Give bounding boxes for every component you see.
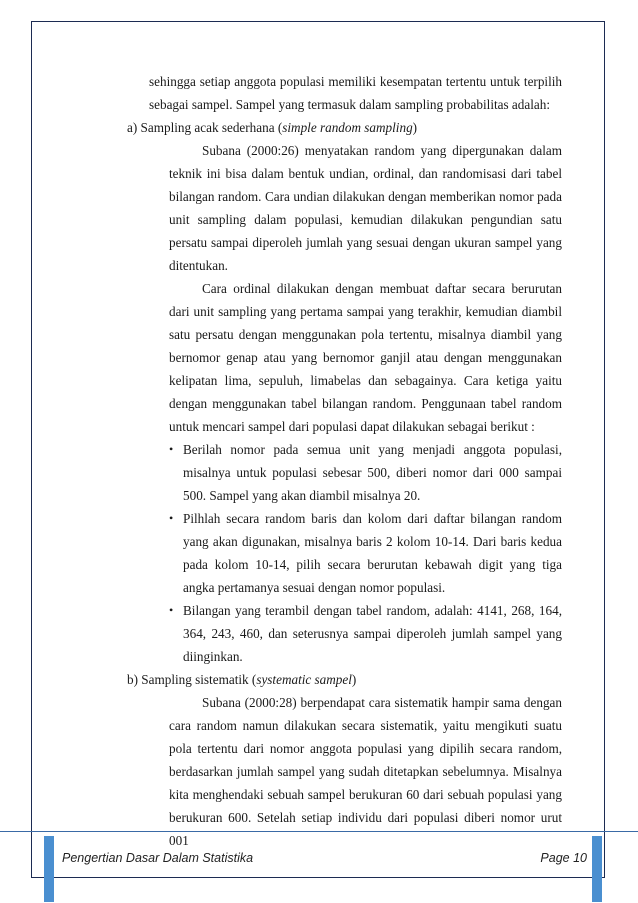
footer-divider (0, 831, 638, 832)
item-a-prefix: a) Sampling acak sederhana ( (127, 120, 283, 135)
footer-accent-bar-right (592, 836, 602, 902)
item-b-suffix: ) (351, 672, 357, 687)
item-b-term: systematic sampel (256, 672, 352, 687)
bullet-icon: • (169, 442, 174, 456)
item-b-prefix: b) Sampling sistematik ( (127, 672, 257, 687)
list-item-text: Berilah nomor pada semua unit yang menjadi anggota populasi, misalnya untuk populasi sebesar 500, diberi nomor dari 000 sampai 500. Sampel yang akan diambil misalnya 20. (183, 442, 562, 503)
item-b-heading (127, 668, 562, 691)
list-item-text: Pilhlah secara random baris dan kolom dari daftar bilangan random yang akan digunakan, misalnya baris 2 kolom 10-14. Dari baris kedua pada kolom 10-14, pilih secara berurutan kebawah digit yang tiga angka pertamanya sesuai dengan nomor populasi. (183, 511, 562, 595)
page-number: Page 10 (540, 851, 587, 865)
footer-title: Pengertian Dasar Dalam Statistika (62, 851, 254, 865)
list-item-text: Bilangan yang terambil dengan tabel random, adalah: 4141, 268, 164, 364, 243, 460, dan seterusnya sampai diperoleh jumlah sampel yang diinginkan. (183, 603, 562, 664)
bullet-icon: • (169, 603, 174, 617)
page-content (127, 70, 562, 852)
bullet-icon: • (169, 511, 174, 525)
bullet-list (169, 438, 562, 668)
list-item (169, 438, 562, 507)
list-item (169, 507, 562, 599)
list-item (169, 599, 562, 668)
item-a-suffix: ) (412, 120, 418, 135)
item-a-paragraph-1: Subana (2000:26) menyatakan random yang dipergunakan dalam teknik ini bisa dalam bentuk undian, ordinal, dan randomisasi dari tabel bilangan random. Cara undian dilakukan dengan memberikan nomor pada unit sampling dalam populasi, kemudian dilakukan pengundian satu persatu sampai diperoleh jumlah yang sesuai dengan ukuran sampel yang ditentukan. (169, 143, 562, 273)
intro-paragraph: sehingga setiap anggota populasi memiliki kesempatan tertentu untuk terpilih sebagai sampel. Sampel yang termasuk dalam sampling probabilitas adalah: (149, 74, 562, 112)
item-a-paragraph-2: Cara ordinal dilakukan dengan membuat daftar secara berurutan dari unit sampling yang pertama sampai yang terakhir, kemudian diambil satu persatu dengan menggunakan pola tertentu, misalnya diambil yang bernomor genap atau yang bernomor ganjil atau dengan menggunakan kelipatan lima, sepuluh, limabelas dan sebagainya. Cara ketiga yaitu dengan menggunakan tabel bilangan random. Penggunaan tabel random untuk mencari sampel dari populasi dapat dilakukan sebagai berikut : (169, 281, 562, 434)
item-b-paragraph-1: Subana (2000:28) berpendapat cara sistematik hampir sama dengan cara random namun dilakukan secara sistematik, yaitu mengikuti suatu pola tertentu dari nomor anggota populasi yang dipilih secara random, berdasarkan jumlah sampel yang sudah ditetapkan sebelumnya. Misalnya kita menghendaki sebuah sampel berukuran 60 dari sebuah populasi yang berukuran 600. Setelah setiap individu dari populasi diberi nomor urut 001 (169, 695, 562, 848)
item-a-term: simple random sampling (282, 120, 413, 135)
footer-accent-bar-left (44, 836, 54, 902)
item-a-heading (127, 116, 562, 139)
